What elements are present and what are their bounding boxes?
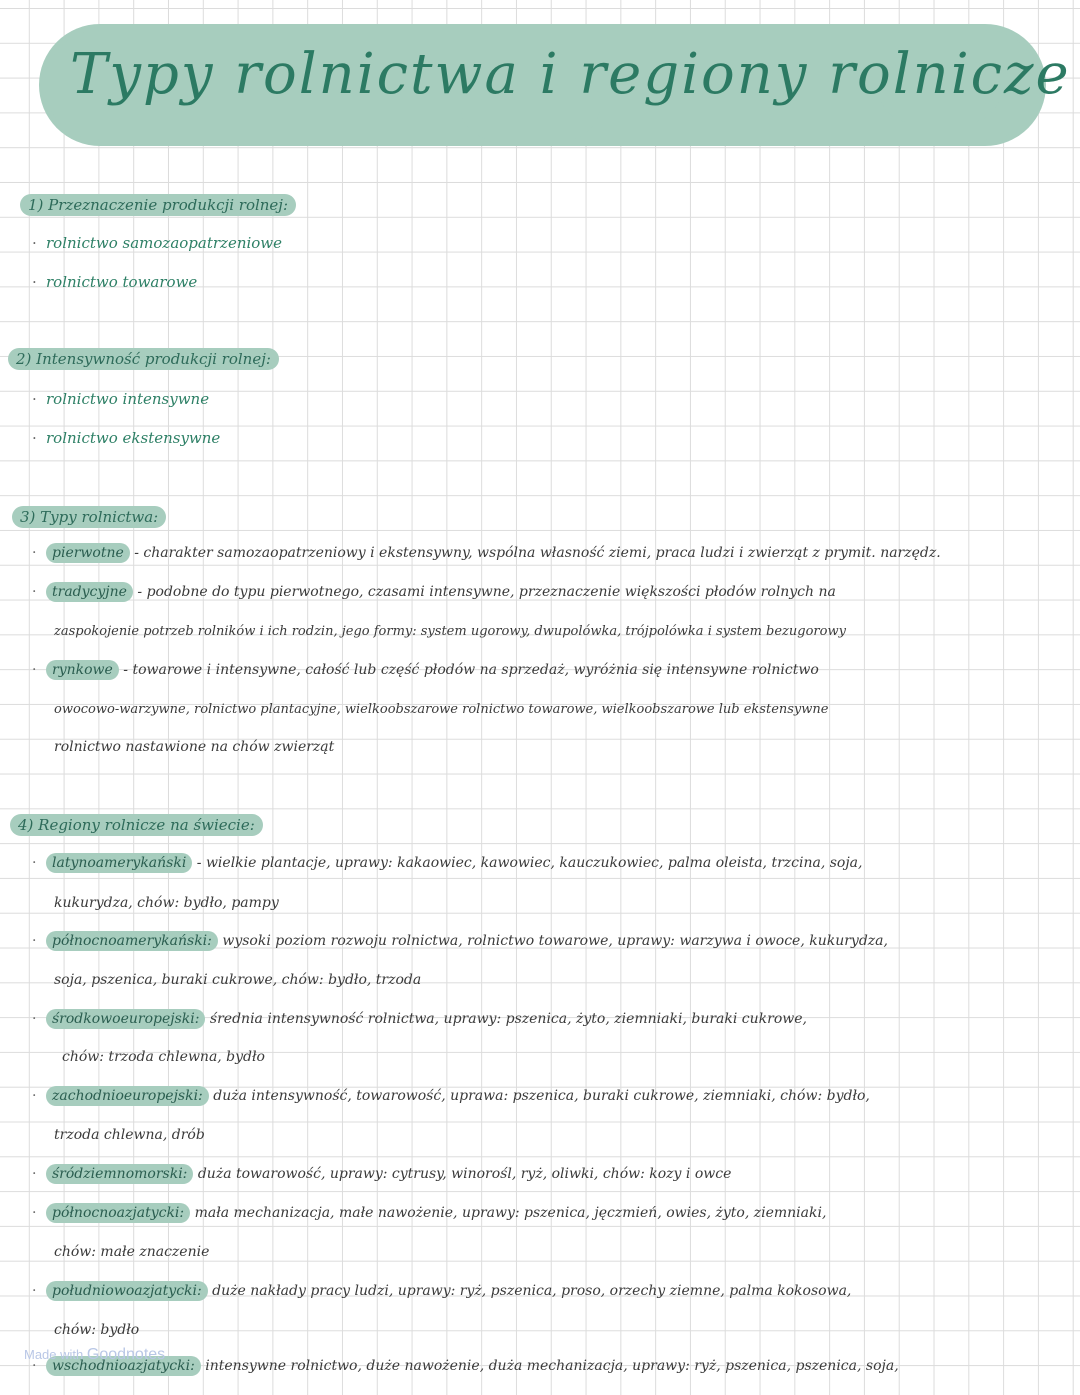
section-heading — [20, 196, 296, 214]
section4-heading: 4) Regiony rolnicze na świecie: — [10, 814, 263, 836]
region-row: · środkowoeuropejski: średnia intensywność rolnictwa, uprawy: pszenica, żyto, ziemniaki, buraki cukrowe, — [32, 1011, 807, 1027]
region-label: północnoazjatycki: — [46, 1203, 190, 1223]
region-label: zachodnioeuropejski: — [46, 1086, 209, 1106]
region-row: · północnoamerykański: wysoki poziom rozwoju rolnictwa, rolnictwo towarowe, uprawy: warzywa i owoce, kukurydza, — [32, 933, 888, 949]
region-row: · latynoamerykański - wielkie plantacje, uprawy: kakaowiec, kawowiec, kauczukowiec, palma oleista, trzcina, soja, — [32, 855, 863, 871]
type-label: pierwotne — [46, 543, 130, 563]
goodnotes-watermark: Made with Goodnotes — [24, 1346, 166, 1363]
page-title: Typy rolnictwa i regiony rolnicze — [70, 42, 1071, 107]
region-label: wschodnioazjatycki: — [46, 1356, 201, 1376]
section2-heading: 2) Intensywność produkcji rolnej: — [8, 348, 279, 370]
bullet-icon: · — [32, 390, 37, 408]
region-line: chów: bydło — [54, 1322, 140, 1338]
region-line: chów: małe znaczenie — [54, 1244, 210, 1260]
type-line: owocowo-warzywne, rolnictwo plantacyjne, wielkoobszarowe rolnictwo towarowe, wielkoobszarowe lub ekstensywne — [54, 702, 829, 717]
type-label: rynkowe — [46, 660, 119, 680]
bullet-icon: · — [32, 273, 37, 291]
region-line: chów: trzoda chlewna, bydło — [62, 1049, 265, 1065]
list-item: · rolnictwo towarowe — [32, 273, 198, 291]
bullet-icon: · — [32, 429, 37, 447]
region-row: · śródziemnomorski: duża towarowość, uprawy: cytrusy, winorośl, ryż, oliwki, chów: kozy i owce — [32, 1166, 732, 1182]
region-line: trzoda chlewna, drób — [54, 1127, 205, 1143]
list-item: · rolnictwo ekstensywne — [32, 429, 221, 447]
type-row: · tradycyjne - podobne do typu pierwotnego, czasami intensywne, przeznaczenie większości płodów rolnych na — [32, 584, 836, 600]
bullet-icon: · — [32, 234, 37, 252]
type-line: rolnictwo nastawione na chów zwierząt — [54, 739, 335, 755]
region-label: północnoamerykański: — [46, 931, 218, 951]
type-label: tradycyjne — [46, 582, 133, 602]
region-row: · północnoazjatycki: mała mechanizacja, małe nawożenie, uprawy: pszenica, jęczmień, owies, żyto, ziemniaki, — [32, 1205, 827, 1221]
region-row: · zachodnioeuropejski: duża intensywność, towarowość, uprawa: pszenica, buraki cukrowe, ziemniaki, chów: bydło, — [32, 1088, 870, 1104]
list-item: · rolnictwo samozaopatrzeniowe — [32, 234, 283, 252]
section-heading — [10, 816, 263, 834]
section1-heading: 1) Przeznaczenie produkcji rolnej: — [20, 194, 296, 216]
region-line: kukurydza, chów: bydło, pampy — [54, 895, 279, 911]
type-row: · pierwotne - charakter samozaopatrzeniowy i ekstensywny, wspólna własność ziemi, praca ludzi i zwierząt z prymit. narzędz. — [32, 545, 941, 561]
type-line: zaspokojenie potrzeb rolników i ich rodzin, jego formy: system ugorowy, dwupolówka, trójpolówka i system bezugorowy — [54, 624, 846, 639]
region-row: · południowoazjatycki: duże nakłady pracy ludzi, uprawy: ryż, pszenica, proso, orzechy ziemne, palma kokosowa, — [32, 1283, 852, 1299]
section-heading — [12, 508, 166, 526]
list-item: · rolnictwo intensywne — [32, 390, 210, 408]
section3-heading: 3) Typy rolnictwa: — [12, 506, 166, 528]
region-label: środkowoeuropejski: — [46, 1009, 205, 1029]
region-label: południowoazjatycki: — [46, 1281, 208, 1301]
region-row: · wschodnioazjatycki: intensywne rolnictwo, duże nawożenie, duża mechanizacja, uprawy: ryż, pszenica, pszenica, soja, — [32, 1358, 899, 1374]
section-heading — [8, 350, 279, 368]
region-label: śródziemnomorski: — [46, 1164, 193, 1184]
type-row: · rynkowe - towarowe i intensywne, całość lub część płodów na sprzedaż, wyróżnia się intensywne rolnictwo — [32, 662, 819, 678]
region-label: latynoamerykański — [46, 853, 192, 873]
region-line: soja, pszenica, buraki cukrowe, chów: bydło, trzoda — [54, 972, 422, 988]
